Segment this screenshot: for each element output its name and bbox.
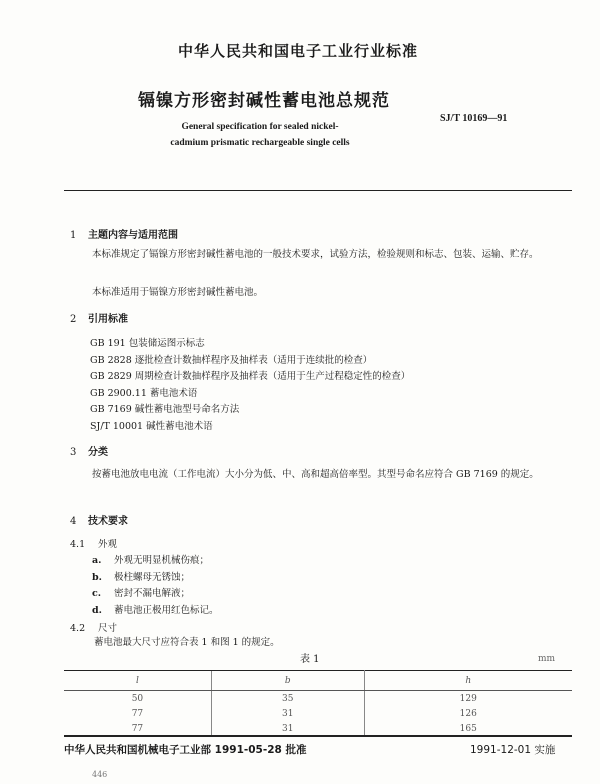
table-row <box>64 691 572 707</box>
table-cell: 77 <box>131 723 144 734</box>
reference-item: SJ/T 10001 碱性蓄电池术语 <box>90 421 213 432</box>
section-title: 技术要求 <box>88 516 128 527</box>
subsection-number: 4.2 <box>70 623 86 634</box>
section-1-paragraph-2: 本标准适用于镉镍方形密封碱性蓄电池。 <box>92 287 264 298</box>
appearance-requirement-item <box>92 569 190 583</box>
english-title: General specification for sealed nickel-cadmium prismatic rechargeable single cells <box>170 122 350 148</box>
reference-item: GB 2828 逐批检查计数抽样程序及抽样表（适用于连续批的检查） <box>90 355 373 366</box>
table-cell: 165 <box>459 723 477 734</box>
section-1-heading <box>70 226 178 241</box>
subsection-number: 4.1 <box>70 539 86 550</box>
table-header-row <box>64 671 572 691</box>
item-text: 外观无明显机械伤痕； <box>114 555 210 566</box>
subsection-title: 外观 <box>98 539 118 550</box>
reference-item: GB 7169 碱性蓄电池型号命名方法 <box>90 404 240 415</box>
footer-divider <box>64 735 572 737</box>
reference-item: GB 2900.11 蓄电池术语 <box>90 388 198 399</box>
dimension-table <box>64 670 572 736</box>
subsection-4-1-heading <box>70 536 117 550</box>
effective-date: 1991-12-01 实施 <box>470 744 556 756</box>
item-text: 密封不漏电解液； <box>114 588 191 599</box>
section-title: 主题内容与适用范围 <box>88 230 178 241</box>
section-2-heading <box>70 310 128 325</box>
section-title: 引用标准 <box>88 314 128 325</box>
table-cell: 126 <box>459 708 477 719</box>
item-label: a. <box>92 555 102 566</box>
column-header-b: b <box>211 671 364 691</box>
appearance-requirement-item <box>92 585 190 599</box>
table-caption: 表 1 <box>300 654 320 665</box>
issuing-authority-title: 中华人民共和国电子工业行业标准 <box>178 42 419 60</box>
table-cell: 31 <box>211 706 364 721</box>
approval-statement: 中华人民共和国机械电子工业部 1991-05-28 批准 <box>64 744 307 756</box>
section-title: 分类 <box>88 447 108 458</box>
section-4-heading <box>70 512 128 527</box>
section-number: 3 <box>70 447 77 458</box>
item-text: 极柱螺母无锈蚀； <box>114 572 191 583</box>
column-header-h: h <box>364 671 572 691</box>
item-text: 蓄电池正极用红色标记。 <box>114 605 219 616</box>
table-unit: mm <box>538 654 556 664</box>
subsection-4-2-heading <box>70 620 117 634</box>
table-row <box>64 706 572 721</box>
table-cell: 31 <box>211 721 364 736</box>
section-number: 4 <box>70 516 77 527</box>
column-header-l: l <box>64 671 211 691</box>
appearance-requirement-item <box>92 602 219 616</box>
subsection-4-2-paragraph: 蓄电池最大尺寸应符合表 1 和图 1 的规定。 <box>94 637 280 648</box>
page-number: 446 <box>92 770 108 779</box>
standard-number: SJ/T 10169—91 <box>440 113 508 124</box>
section-3-paragraph: 按蓄电池放电电流（工作电流）大小分为低、中、高和超高倍率型。其型号命名应符合 GB 7169 的规定。 <box>92 469 539 480</box>
reference-item: GB 191 包装储运图示标志 <box>90 338 205 349</box>
item-label: d. <box>92 605 102 616</box>
item-label: b. <box>92 572 102 583</box>
subsection-title: 尺寸 <box>98 623 118 634</box>
table-cell: 50 <box>131 693 144 704</box>
table-cell: 35 <box>211 691 364 707</box>
header-divider <box>64 190 572 191</box>
section-1-paragraph-1: 本标准规定了镉镍方形密封碱性蓄电池的一般技术要求，试验方法，检验规则和标志、包装、运输、贮存。 <box>92 249 539 260</box>
document-title: 镉镍方形密封碱性蓄电池总规范 <box>138 91 390 111</box>
section-number: 2 <box>70 314 77 325</box>
appearance-requirement-item <box>92 552 209 566</box>
table-row <box>64 721 572 736</box>
section-number: 1 <box>70 230 77 241</box>
section-3-heading <box>70 443 108 458</box>
item-label: c. <box>92 588 102 599</box>
reference-item: GB 2829 周期检查计数抽样程序及抽样表（适用于生产过程稳定性的检查） <box>90 371 411 382</box>
table-cell: 77 <box>131 708 144 719</box>
table-cell: 129 <box>459 693 477 704</box>
